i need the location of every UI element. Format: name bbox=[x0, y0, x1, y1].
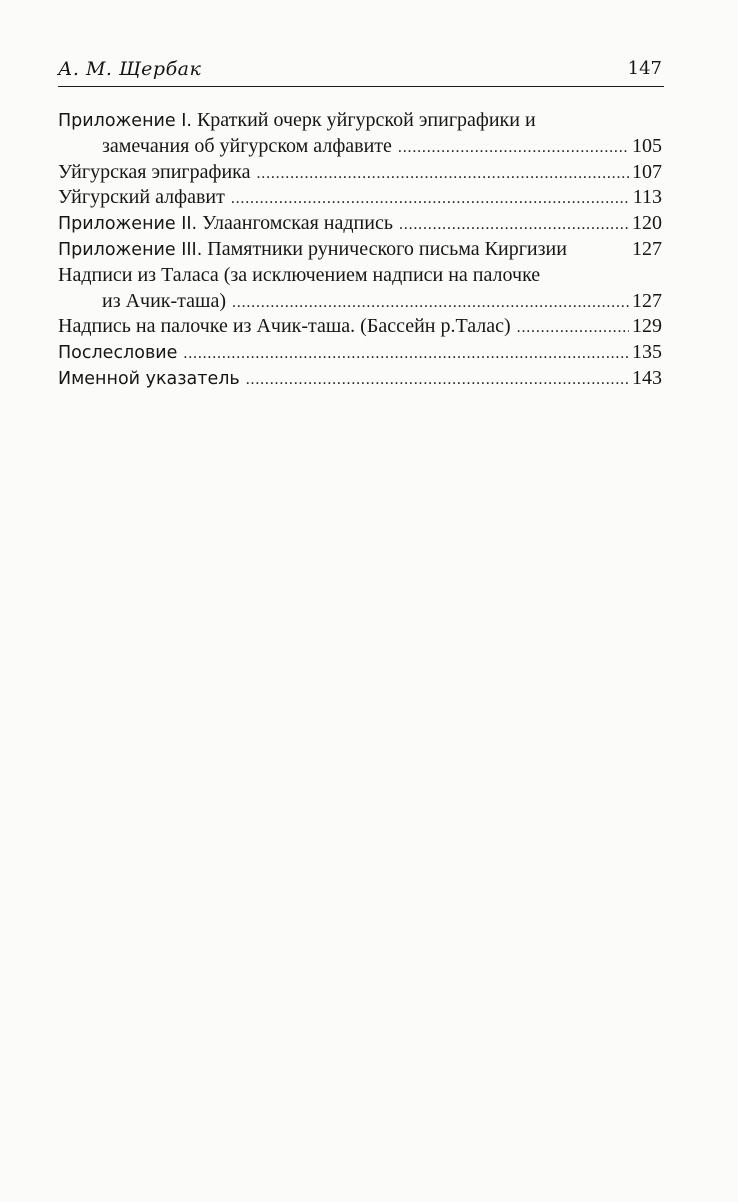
toc-leader-dots bbox=[232, 290, 629, 316]
toc-entry-appendix-3 bbox=[58, 237, 662, 263]
toc-leader-dots bbox=[246, 367, 629, 393]
toc-entry-page: 107 bbox=[632, 160, 662, 183]
toc-entry-lead: Приложение II. bbox=[58, 214, 198, 235]
toc-leader-dots bbox=[398, 135, 629, 161]
toc-entry-lead: Приложение I. bbox=[58, 111, 192, 131]
toc-entry-page: 127 bbox=[632, 289, 662, 312]
toc-entry-name-index bbox=[58, 366, 662, 392]
toc-entry-title: Памятники рунического письма Киргизии bbox=[202, 237, 567, 260]
toc-entry-appendix-1-line-2 bbox=[58, 134, 662, 160]
toc-entry-uyghur-epigraphy bbox=[58, 160, 662, 186]
table-of-contents bbox=[58, 108, 662, 392]
toc-entry-title: Надписи из Таласа (за исключением надписи на палочке bbox=[58, 263, 541, 286]
toc-entry-page: 135 bbox=[632, 341, 662, 364]
toc-entry-page: 129 bbox=[632, 315, 662, 338]
toc-leader-dots bbox=[517, 315, 629, 341]
toc-entry-title: Улаангомская надпись bbox=[197, 212, 393, 235]
toc-entry-achik-tash-stick bbox=[58, 314, 662, 340]
toc-entry-afterword bbox=[58, 340, 662, 366]
author-name: А. М. Щербак bbox=[58, 58, 202, 80]
toc-leader-dots bbox=[399, 212, 629, 238]
toc-entry-page: 120 bbox=[632, 212, 662, 235]
toc-entry-lead: Приложение III. bbox=[58, 239, 203, 260]
toc-entry-title: Надпись на палочке из Ачик-таша. (Бассейн р.Талас) bbox=[58, 315, 511, 338]
toc-entry-title: из Ачик-таша) bbox=[102, 289, 226, 312]
toc-entry-lead: Именной указатель bbox=[58, 368, 240, 389]
toc-entry-lead: Послесловие bbox=[58, 343, 178, 364]
toc-entry-title: Уйгурская эпиграфика bbox=[58, 160, 251, 183]
toc-entry-page: 105 bbox=[632, 134, 662, 157]
toc-leader-dots bbox=[256, 161, 629, 187]
toc-entry-page: 113 bbox=[632, 186, 662, 209]
toc-entry-title: Уйгурский алфавит bbox=[58, 186, 225, 209]
toc-leader-dots bbox=[183, 341, 629, 367]
toc-entry-appendix-1-line-1 bbox=[58, 108, 662, 134]
running-head bbox=[58, 50, 664, 90]
toc-entry-title: замечания об уйгурском алфавите bbox=[102, 134, 392, 157]
toc-entry-page: 127 bbox=[632, 237, 662, 260]
toc-entry-uyghur-alphabet bbox=[58, 185, 662, 211]
toc-entry-page: 143 bbox=[632, 366, 662, 389]
toc-entry-talas-line-2 bbox=[58, 289, 662, 315]
toc-entry-title: Краткий очерк уйгурской эпиграфики и bbox=[191, 109, 536, 131]
header-rule bbox=[58, 86, 664, 87]
toc-leader-dots bbox=[231, 186, 630, 212]
page-number: 147 bbox=[627, 58, 662, 79]
toc-entry-appendix-2 bbox=[58, 211, 662, 237]
toc-entry-talas-line-1 bbox=[58, 263, 662, 289]
